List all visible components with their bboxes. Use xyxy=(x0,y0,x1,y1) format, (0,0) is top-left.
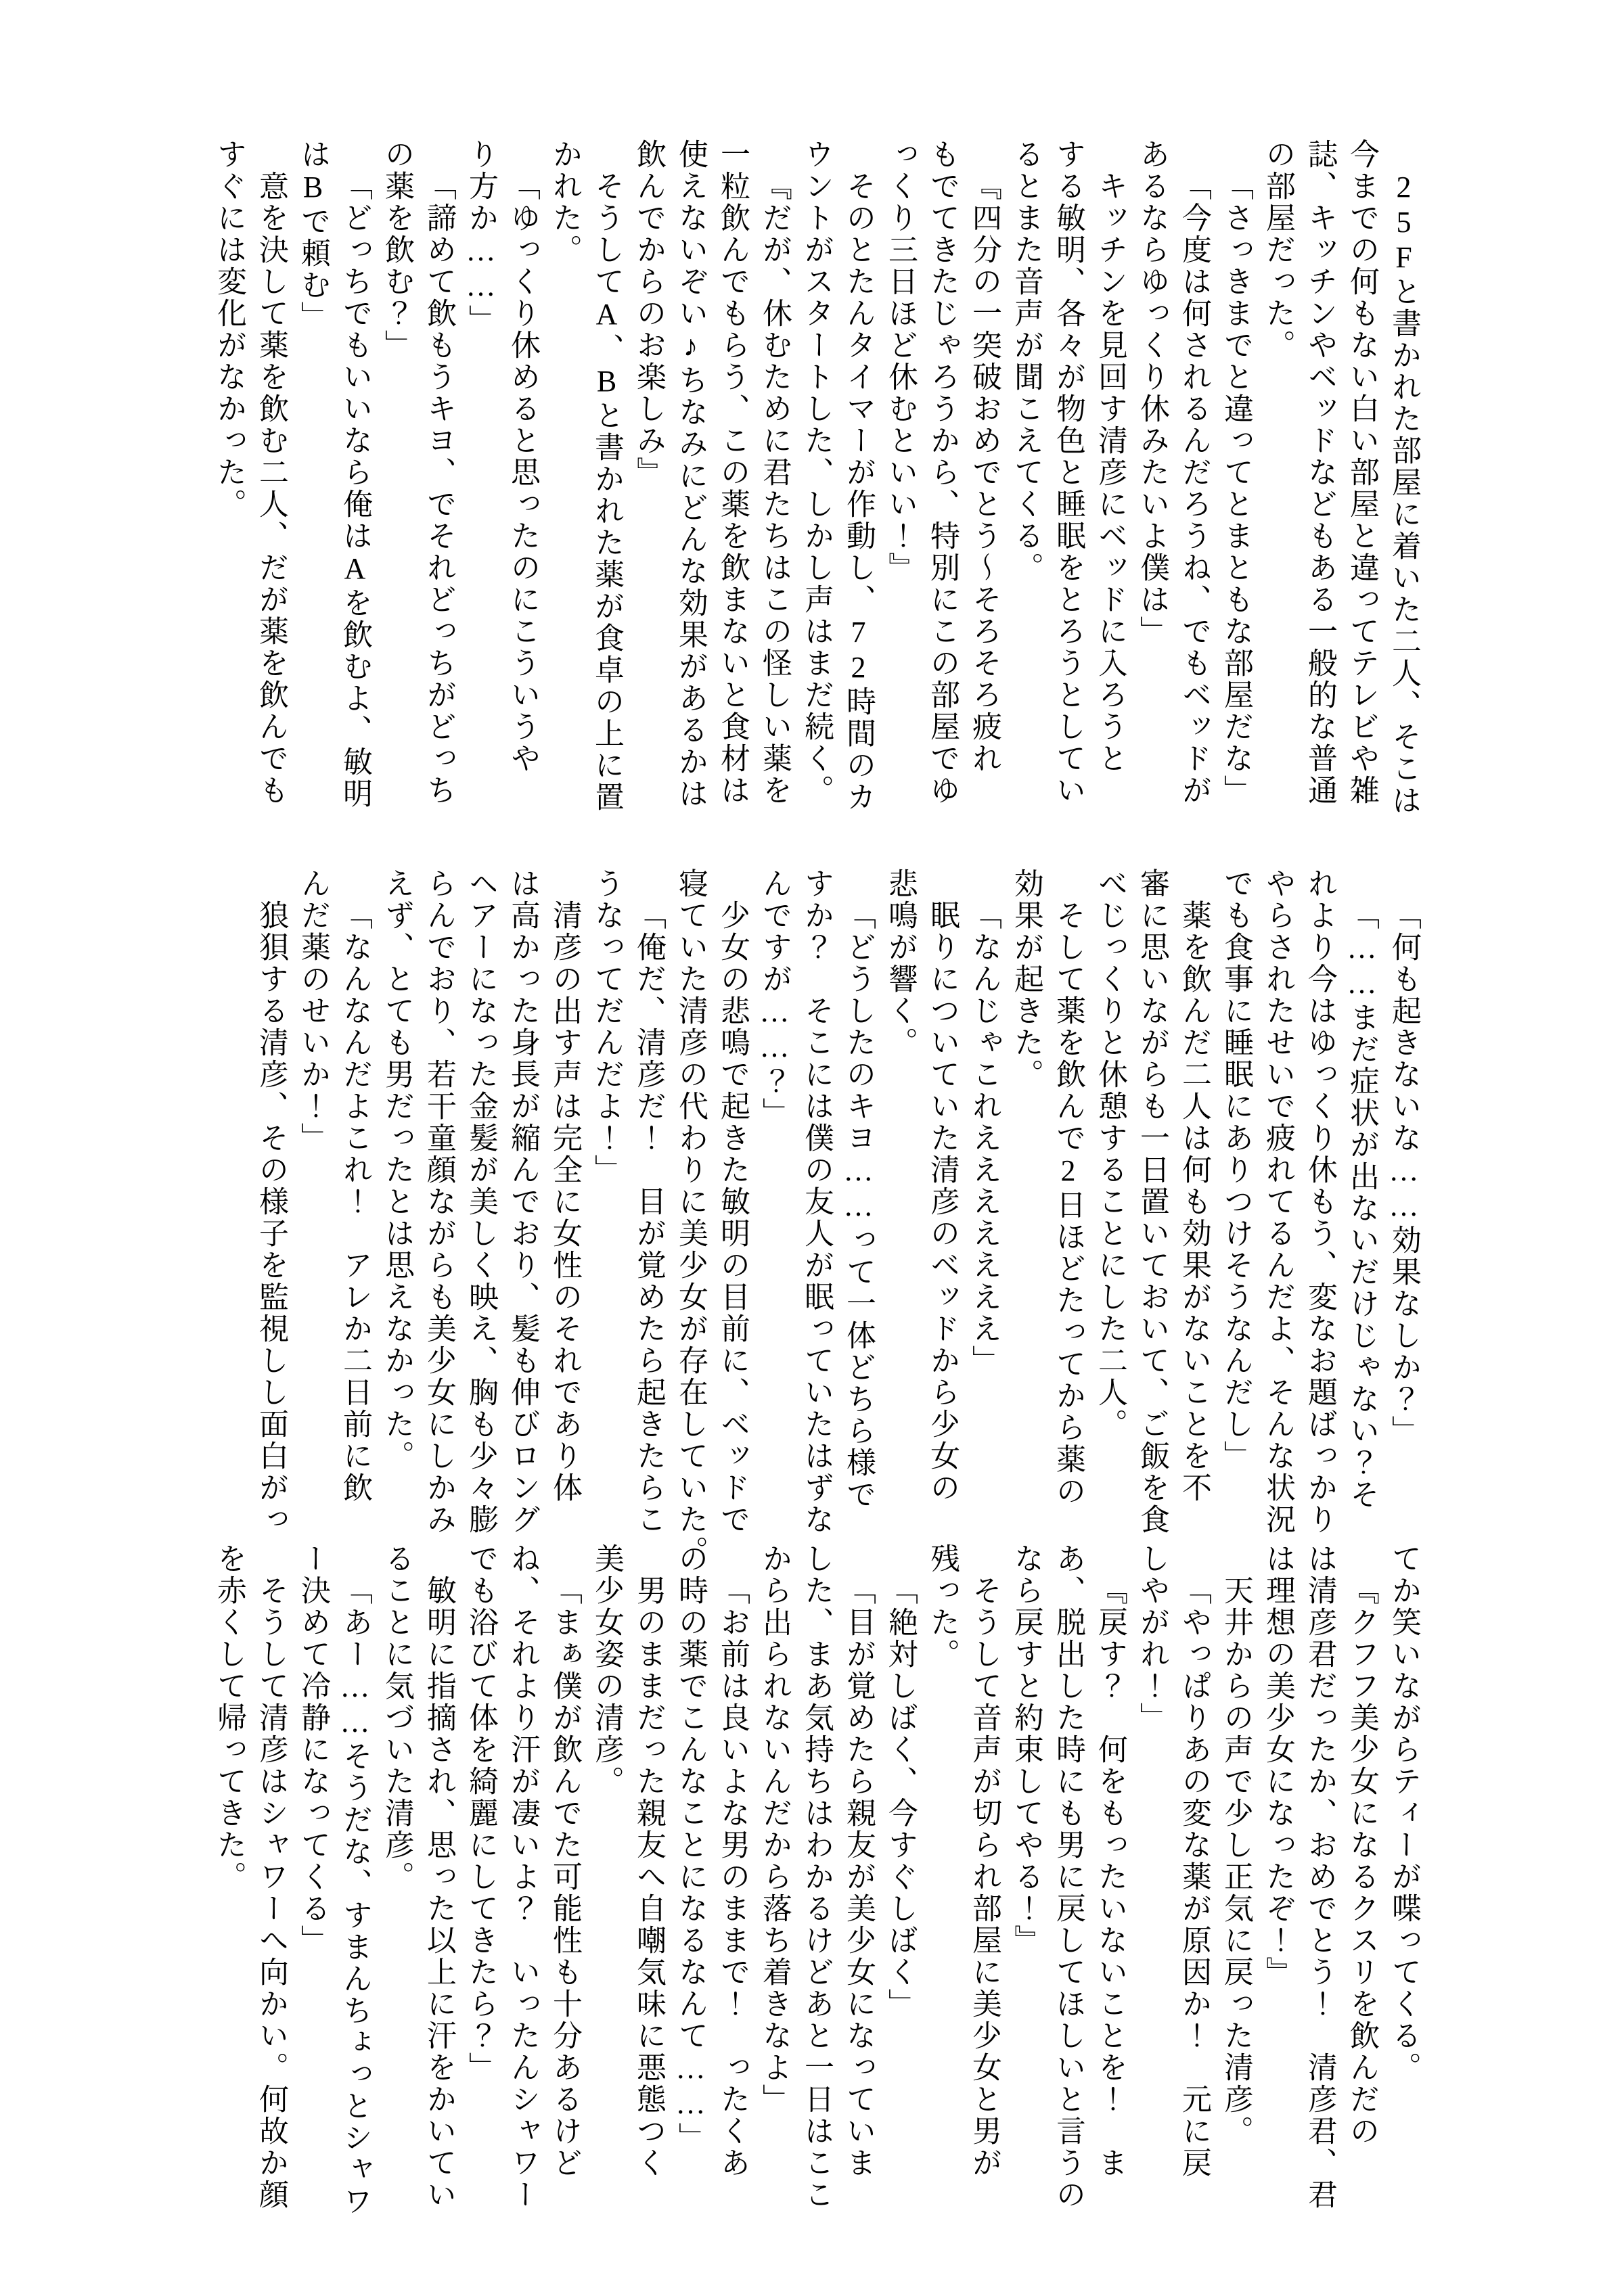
text-column: 「まぁ僕が飲んでた可能性も十分あるけど xyxy=(548,1575,581,2179)
text-column: 「俺だ、清彦だ！ 目が覚めたら起きたらこ xyxy=(632,900,665,1536)
text-column: の部屋だった。 xyxy=(1261,139,1294,361)
text-column: かれた。 xyxy=(548,139,581,266)
text-column: 「お前は良いよな男のままで！ ったくあ xyxy=(716,1575,749,2179)
text-column: ヘアーになった金髪が美しく映え、胸も少々膨 xyxy=(464,868,497,1536)
text-column: 「なんじゃこれえええええええ」 xyxy=(968,900,1001,1377)
text-column: 敏明に指摘され、思った以上に汗をかいてい xyxy=(422,1575,455,2211)
text-column: そうして清彦はシャワーへ向かい。何故か顔 xyxy=(254,1575,288,2211)
text-column: 「……まだ症状が出ないだけじゃない？そ xyxy=(1345,900,1378,1511)
text-column: 飲んでからのお楽しみ』 xyxy=(632,139,665,488)
text-column: 「諦めて飲もうキヨ、でそれどっちがどっち xyxy=(422,170,455,806)
text-column: 「目が覚めたら親友が美少女になっていま xyxy=(842,1575,875,2179)
text-column: 「絶対しばく、今すぐしばく」 xyxy=(884,1575,917,2020)
text-column: 残った。 xyxy=(926,1543,959,1670)
text-block-bottom xyxy=(208,1543,1424,2228)
text-column: あ、脱出した時にも男に戻してほしいと言うの xyxy=(1052,1543,1085,2211)
text-column: ね、それより汗が凄いよ？ いったんシャワー xyxy=(506,1543,539,2211)
text-column: 「今度は何されるんだろうね、でもベッドが xyxy=(1177,170,1211,806)
text-column: する敏明、各々が物色と睡眠をとろうとしてい xyxy=(1052,139,1085,806)
text-column: 『四分の一突破おめでとう～そろそろ疲れ xyxy=(968,170,1001,775)
text-column: やらされたせいで疲れてるんだよ、そんな状況 xyxy=(1261,868,1294,1536)
text-column: キッチンを見回す清彦にベッドに入ろうと xyxy=(1093,170,1127,775)
text-column: 使えないぞい♪ちなみにどんな効果があるかは xyxy=(674,139,707,810)
text-column: ウントがスタートした、しかし声はまだ続く。 xyxy=(800,139,833,806)
text-column: 今までの何もない白い部屋と違ってテレビや雑 xyxy=(1345,139,1378,806)
text-column: 一粒飲んでもらう、この薬を飲まないと食材は xyxy=(716,139,749,806)
text-column: の時の薬でこんなことになるなんて……」 xyxy=(674,1543,707,2154)
text-column: んですが……？」 xyxy=(758,868,791,1129)
text-column: もでてきたじゃろうから、特別にこの部屋でゆ xyxy=(926,139,959,806)
text-column: でも食事に睡眠にありつけそうなんだし」 xyxy=(1219,868,1253,1472)
text-column: そして薬を飲んで2日ほどたってから薬の xyxy=(1052,900,1085,1507)
text-column: 『戻す？ 何をもったいないことを！ ま xyxy=(1093,1575,1127,2179)
text-block-top xyxy=(208,139,1424,823)
text-column: れより今はゆっくり休もう、変なお題ばっかり xyxy=(1303,868,1336,1536)
text-column: あるならゆっくり休みたいよ僕は」 xyxy=(1135,139,1169,647)
text-column: 眠りについていた清彦のベッドから少女の xyxy=(926,900,959,1504)
text-column: した、まあ気持ちはわかるけどあと一日はここ xyxy=(800,1543,833,2211)
text-column: ー決めて冷静になってくる」 xyxy=(296,1543,330,1956)
text-column: てか笑いながらティーが喋ってくる。 xyxy=(1387,1543,1420,2084)
text-column: 悲鳴が響く。 xyxy=(884,868,917,1059)
text-column: 薬を飲んだ二人は何も効果がないことを不 xyxy=(1177,900,1211,1504)
text-column: すぐには変化がなかった。 xyxy=(212,139,246,520)
text-column: べじっくりと休憩することにした二人。 xyxy=(1093,868,1127,1440)
text-column: すか？ そこには僕の友人が眠っていたはずな xyxy=(800,868,833,1536)
text-column: 「やっぱりあの変な薬が原因か！ 元に戻 xyxy=(1177,1575,1211,2179)
text-column: そのとたんタイマーが作動し、72時間のカ xyxy=(842,170,875,813)
text-column: は理想の美少女になったぞ！』 xyxy=(1261,1543,1294,1988)
text-column: 審に思いながらも一日置いておいて、ご飯を食 xyxy=(1135,868,1169,1536)
text-column: 誌、キッチンやベッドなどもある一般的な普通 xyxy=(1303,139,1336,806)
text-column: 寝ていた清彦の代わりに美少女が存在していた。 xyxy=(674,868,707,1567)
text-column: しやがれ！」 xyxy=(1135,1543,1169,1734)
text-column: えず、とても男だったとは思えなかった。 xyxy=(380,868,413,1472)
text-column: 『クフフ美少女になるクスリを飲んだの xyxy=(1345,1575,1378,2147)
text-column: らんでおり、若干童顔ながらも美少女にしかみ xyxy=(422,868,455,1536)
text-column: うなってだんだよ！」 xyxy=(590,868,623,1186)
text-block-middle xyxy=(250,868,1424,1567)
text-column: 狼狽する清彦、その様子を監視しし面白がっ xyxy=(254,900,288,1536)
text-column: なら戻すと約束してやる！』 xyxy=(1010,1543,1043,1956)
text-column: 「どうしたのキヨ……って一体どちら様で xyxy=(842,900,875,1511)
text-column: 「ゆっくり休めると思ったのにこういうや xyxy=(506,170,539,775)
text-column: 意を決して薬を飲む二人、だが薬を飲んでも xyxy=(254,170,288,806)
text-column: んだ薬のせいか！」 xyxy=(296,868,330,1154)
text-column: 少女の悲鳴で起きた敏明の目前に、ベッドで xyxy=(716,900,749,1536)
text-column: っくり三日ほど休むといい！』 xyxy=(884,139,917,584)
text-column: を赤くして帰ってきた。 xyxy=(212,1543,246,1893)
text-column: は高かった身長が縮んでおり、髪も伸びロング xyxy=(506,868,539,1536)
text-column: でも浴びて体を綺麗にしてきたら？」 xyxy=(464,1543,497,2084)
text-column: そうして音声が切られ部屋に美少女と男が xyxy=(968,1575,1001,2179)
text-column: 『だが、休むために君たちはこの怪しい薬を xyxy=(758,170,791,806)
text-column: ることに気づいた清彦。 xyxy=(380,1543,413,1893)
text-column: 効果が起きた。 xyxy=(1010,868,1043,1090)
text-column: 「さっきまでと違ってとまともな部屋だな」 xyxy=(1219,170,1253,806)
text-column: から出られないんだから落ち着きなよ」 xyxy=(758,1543,791,2115)
text-column: 男のままだった親友へ自嘲気味に悪態つく xyxy=(632,1575,665,2179)
text-column: の薬を飲む？」 xyxy=(380,139,413,361)
text-column: 25Fと書かれた部屋に着いた二人、そこは xyxy=(1387,170,1420,817)
text-column: 「どっちでもいいなら俺はAを飲むよ、敏明 xyxy=(338,170,371,810)
text-column: り方か……」 xyxy=(464,139,497,336)
text-column: 美少女姿の清彦。 xyxy=(590,1543,623,1797)
text-column: 天井からの声で少し正気に戻った清彦。 xyxy=(1219,1575,1253,2147)
text-column: 「あー……そうだな、すまんちょっとシャワ xyxy=(338,1575,371,2218)
text-column: は清彦君だったか、おめでとう！ 清彦君、君 xyxy=(1303,1543,1336,2211)
text-column: 「なんなんだよこれ！ アレか二日前に飲 xyxy=(338,900,371,1504)
text-column: るとまた音声が聞こえてくる。 xyxy=(1010,139,1043,584)
text-column: 清彦の出す声は完全に女性のそれであり体 xyxy=(548,900,581,1504)
text-column: 「何も起きないな……効果なしか？」 xyxy=(1387,900,1420,1447)
text-column: そうしてA、Bと書かれた薬が食卓の上に置 xyxy=(590,170,623,813)
text-column: はBで頼む」 xyxy=(296,139,330,333)
